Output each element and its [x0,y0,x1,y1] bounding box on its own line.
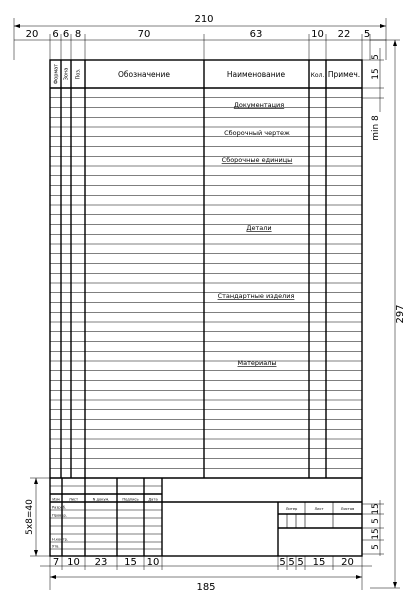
dim-top-22: 22 [337,29,351,40]
tb-role-checker: Провер. [52,513,67,518]
column-headers [54,64,361,84]
form-frame [50,60,362,556]
dim-top-20: 20 [25,29,39,40]
dim-overall-height: 297 [395,304,406,324]
dim-bottom-5b: 5 [288,557,295,568]
dim-bottom-10a: 10 [67,557,80,568]
col-note-header: Примеч. [327,70,361,79]
tb-stage-sheet: Лист [314,507,324,511]
tb-stage-sheets: Листов [340,507,355,511]
tb-header-sheet: Лист [68,497,79,502]
col-qty-header: Кол. [310,72,325,79]
col-name-header: Наименование [226,70,286,79]
section-documentation: Документация [233,101,285,109]
dim-bottom-5a: 5 [279,557,286,568]
dim-right-top-5: 5 [371,54,381,60]
dim-top-5: 5 [363,29,371,40]
dim-right-min8: min 8 [371,115,381,141]
dim-bottom-10b: 10 [146,557,160,568]
title-block [50,478,362,556]
section-parts: Детали [246,224,272,232]
tb-header-docnum: N докум. [92,497,110,502]
col-pos-header: Поз. [75,68,82,80]
section-standard-items: Стандартные изделия [217,292,295,300]
dim-bottom-15b: 15 [312,557,326,568]
dim-overall-width: 210 [194,14,214,25]
dim-right-tb-15a: 15 [371,503,381,515]
dim-right-top-15: 15 [371,68,381,80]
dim-top-10: 10 [311,29,324,40]
tb-header-signature: Подпись [122,497,139,502]
tb-role-developer: Разраб. [52,505,67,510]
dim-top-6a: 6 [52,29,59,40]
section-assembly-drawing: Сборочный чертеж [224,129,290,137]
dim-top-63: 63 [249,29,263,40]
section-materials: Материалы [237,359,277,367]
col-zone-header: Зона [63,67,70,81]
dim-bottom-15a: 15 [124,557,137,568]
dim-left-title-block: 5x8=40 [25,499,35,535]
col-designation-header: Обозначение [117,70,171,79]
dim-overall-frame-width: 185 [196,582,216,593]
dim-bottom-23: 23 [94,557,108,568]
dim-top-6b: 6 [62,29,70,40]
tb-stage-liter: Литер [285,507,298,511]
tb-role-normcontrol: Н.контр. [52,537,69,542]
dim-bottom-5c: 5 [297,557,304,568]
dimension-lines [14,18,400,590]
dim-top-8: 8 [74,29,82,40]
dim-top-70: 70 [137,29,151,40]
tb-role-approved: Утв. [52,544,60,549]
dim-right-tb-15b: 15 [371,528,381,540]
col-format-header: Формат [53,63,60,85]
dim-right-tb-5a: 5 [371,518,381,524]
dim-bottom-20: 20 [341,557,354,568]
dim-right-tb-5b: 5 [371,544,381,550]
dim-bottom-7: 7 [52,557,60,568]
table-row-lines [50,98,362,469]
tb-header-change: Изм [52,497,60,502]
tb-header-date: Дата [148,497,158,502]
section-assembly-units: Сборочные единицы [221,156,293,164]
